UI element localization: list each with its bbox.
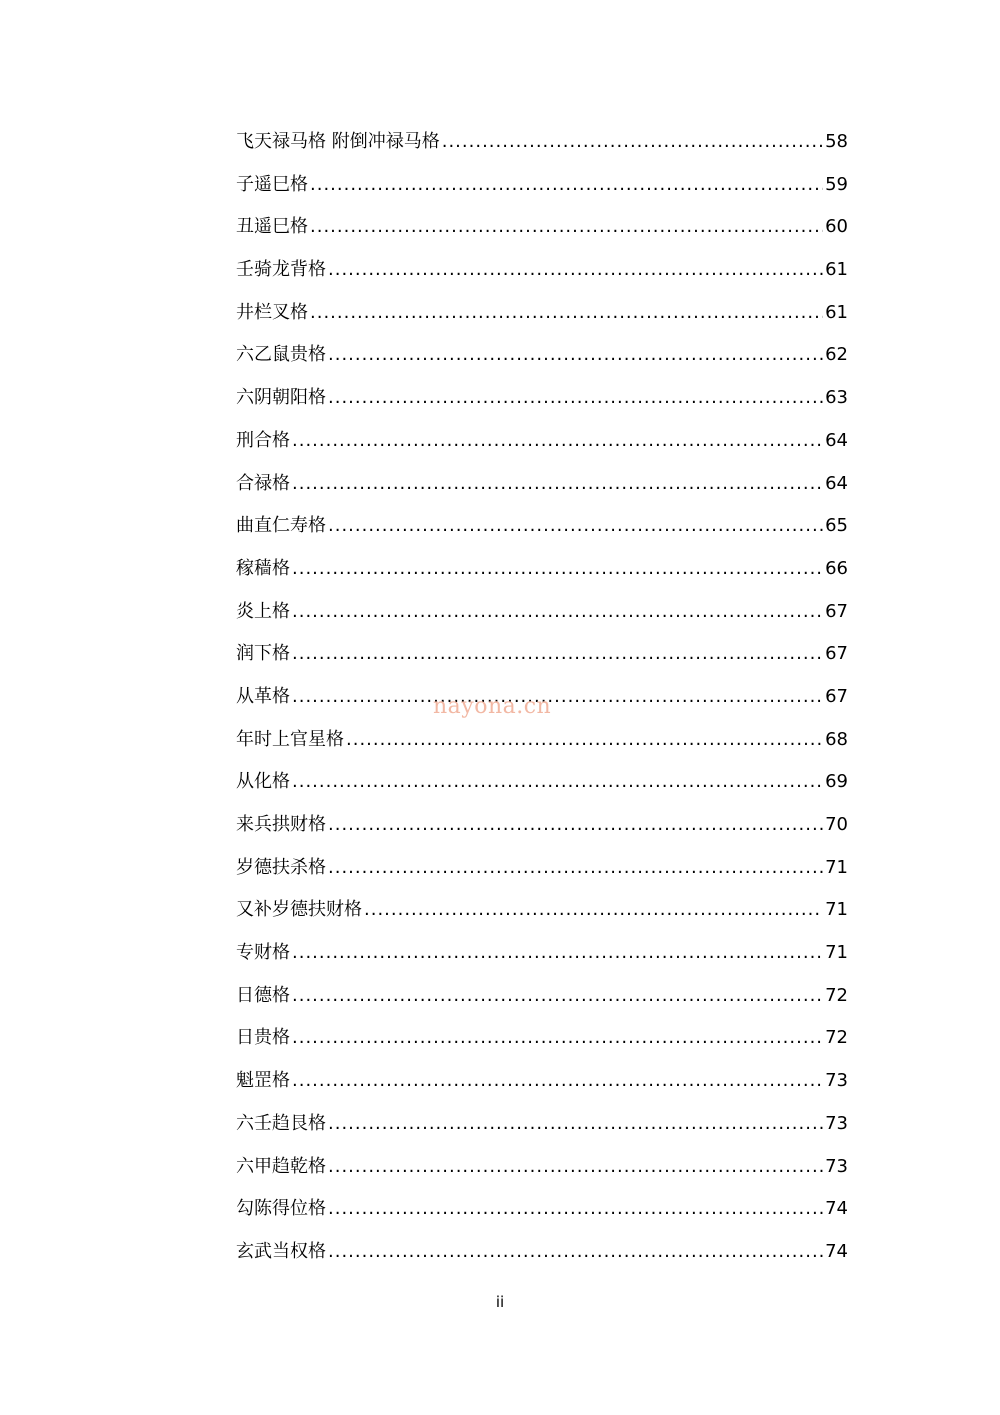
toc-entry-title: 壬骑龙背格 bbox=[236, 259, 326, 281]
toc-entry-title: 井栏叉格 bbox=[236, 301, 308, 323]
toc-entry-title: 六甲趋乾格 bbox=[236, 1155, 326, 1177]
dot-leader bbox=[310, 164, 823, 207]
toc-entry[interactable] bbox=[236, 548, 848, 591]
dot-leader bbox=[328, 1103, 823, 1146]
dot-leader bbox=[292, 932, 823, 975]
toc-entry[interactable] bbox=[236, 1060, 848, 1103]
page-number: ii bbox=[495, 1293, 505, 1311]
toc-entry[interactable] bbox=[236, 121, 848, 164]
toc-entry[interactable] bbox=[236, 1188, 848, 1231]
toc-entry[interactable] bbox=[236, 932, 848, 975]
toc-entry-page: 63 bbox=[825, 387, 848, 409]
toc-entry[interactable] bbox=[236, 292, 848, 335]
toc-entry[interactable] bbox=[236, 334, 848, 377]
toc-entry[interactable] bbox=[236, 591, 848, 634]
toc-entry[interactable] bbox=[236, 975, 848, 1018]
toc-entry-page: 62 bbox=[825, 344, 848, 366]
toc-entry-title: 从化格 bbox=[236, 771, 290, 793]
toc-entry[interactable] bbox=[236, 164, 848, 207]
toc-entry-title: 子遥巳格 bbox=[236, 173, 308, 195]
toc-entry-page: 72 bbox=[825, 984, 848, 1006]
dot-leader bbox=[310, 206, 823, 249]
toc-entry-page: 64 bbox=[825, 429, 848, 451]
toc-entry-title: 又补岁德扶财格 bbox=[236, 899, 362, 921]
dot-leader bbox=[328, 1146, 823, 1189]
toc-entry-page: 61 bbox=[825, 301, 848, 323]
toc-entry-page: 69 bbox=[825, 771, 848, 793]
toc-entry-page: 68 bbox=[825, 728, 848, 750]
dot-leader bbox=[292, 676, 823, 719]
toc-entry[interactable] bbox=[236, 420, 848, 463]
toc-entry-page: 65 bbox=[825, 515, 848, 537]
toc-entry-page: 74 bbox=[825, 1198, 848, 1220]
dot-leader bbox=[292, 1017, 823, 1060]
toc-entry-title: 丑遥巳格 bbox=[236, 216, 308, 238]
watermark: nayona.cn bbox=[433, 694, 552, 719]
dot-leader bbox=[292, 761, 823, 804]
toc-entry-page: 59 bbox=[825, 173, 848, 195]
toc-entry-page: 64 bbox=[825, 472, 848, 494]
dot-leader bbox=[292, 591, 823, 634]
toc-entry-title: 六阴朝阳格 bbox=[236, 387, 326, 409]
dot-leader bbox=[328, 1231, 823, 1274]
toc-entry-page: 73 bbox=[825, 1112, 848, 1134]
toc-entry-page: 60 bbox=[825, 216, 848, 238]
toc-entry-title: 魁罡格 bbox=[236, 1070, 290, 1092]
toc-entry-page: 73 bbox=[825, 1155, 848, 1177]
toc-entry-page: 72 bbox=[825, 1027, 848, 1049]
toc-entry-page: 66 bbox=[825, 557, 848, 579]
toc-entry-page: 71 bbox=[825, 942, 848, 964]
toc-entry-page: 67 bbox=[825, 600, 848, 622]
toc-entry-title: 润下格 bbox=[236, 643, 290, 665]
toc-entry-page: 73 bbox=[825, 1070, 848, 1092]
toc-entry[interactable] bbox=[236, 804, 848, 847]
dot-leader bbox=[346, 719, 823, 762]
toc-entry-page: 71 bbox=[825, 899, 848, 921]
dot-leader bbox=[292, 420, 823, 463]
toc-entry-title: 稼穑格 bbox=[236, 557, 290, 579]
dot-leader bbox=[442, 121, 823, 164]
toc-entry-title: 合禄格 bbox=[236, 472, 290, 494]
toc-entry[interactable] bbox=[236, 633, 848, 676]
dot-leader bbox=[328, 847, 823, 890]
toc-entry-title: 刑合格 bbox=[236, 429, 290, 451]
toc-entry-title: 来兵拱财格 bbox=[236, 814, 326, 835]
dot-leader bbox=[328, 249, 823, 292]
toc-entry[interactable] bbox=[236, 463, 848, 506]
toc-entry-title: 六壬趋艮格 bbox=[236, 1112, 326, 1134]
toc-entry-page: 67 bbox=[825, 685, 848, 707]
dot-leader bbox=[364, 889, 823, 932]
toc-entry-page: 61 bbox=[825, 259, 848, 281]
toc-entry-title: 从革格 bbox=[236, 685, 290, 707]
toc-entry[interactable] bbox=[236, 847, 848, 890]
toc-entry-title: 日德格 bbox=[236, 984, 290, 1006]
toc-entry[interactable] bbox=[236, 249, 848, 292]
dot-leader bbox=[328, 377, 823, 420]
dot-leader bbox=[292, 463, 823, 506]
toc-entry-title: 年时上官星格 bbox=[236, 728, 344, 750]
toc-entry-page: 70 bbox=[825, 814, 848, 835]
toc-entry-title: 炎上格 bbox=[236, 600, 290, 622]
toc-entry-title: 勾陈得位格 bbox=[236, 1198, 326, 1220]
toc-entry[interactable] bbox=[236, 1231, 848, 1274]
toc-entry[interactable] bbox=[236, 1146, 848, 1189]
toc-entry-title: 六乙鼠贵格 bbox=[236, 344, 326, 366]
toc-entry[interactable] bbox=[236, 1103, 848, 1146]
toc-entry-page: 74 bbox=[825, 1240, 848, 1262]
dot-leader bbox=[310, 292, 823, 335]
dot-leader bbox=[328, 505, 823, 548]
dot-leader bbox=[292, 633, 823, 676]
toc-entry[interactable] bbox=[236, 377, 848, 420]
dot-leader bbox=[328, 334, 823, 377]
toc-entry-title: 玄武当权格 bbox=[236, 1240, 326, 1262]
dot-leader bbox=[328, 804, 823, 847]
toc-entry[interactable] bbox=[236, 761, 848, 804]
toc-entry-title: 飞天禄马格 附倒冲禄马格 bbox=[236, 131, 440, 152]
toc-entry[interactable] bbox=[236, 505, 848, 548]
toc-entry[interactable] bbox=[236, 1017, 848, 1060]
dot-leader bbox=[292, 1060, 823, 1103]
toc-entry-page: 67 bbox=[825, 643, 848, 665]
dot-leader bbox=[328, 1188, 823, 1231]
toc-entry-page: 71 bbox=[825, 856, 848, 878]
toc-entry-page: 58 bbox=[825, 131, 848, 152]
dot-leader bbox=[292, 548, 823, 591]
toc-entry-title: 岁德扶杀格 bbox=[236, 856, 326, 878]
toc-entry-title: 曲直仁寿格 bbox=[236, 515, 326, 537]
toc-entry[interactable] bbox=[236, 206, 848, 249]
toc-entry[interactable] bbox=[236, 719, 848, 762]
toc-entry[interactable] bbox=[236, 889, 848, 932]
dot-leader bbox=[292, 975, 823, 1018]
toc-entry-title: 日贵格 bbox=[236, 1027, 290, 1049]
toc-entry-title: 专财格 bbox=[236, 942, 290, 964]
